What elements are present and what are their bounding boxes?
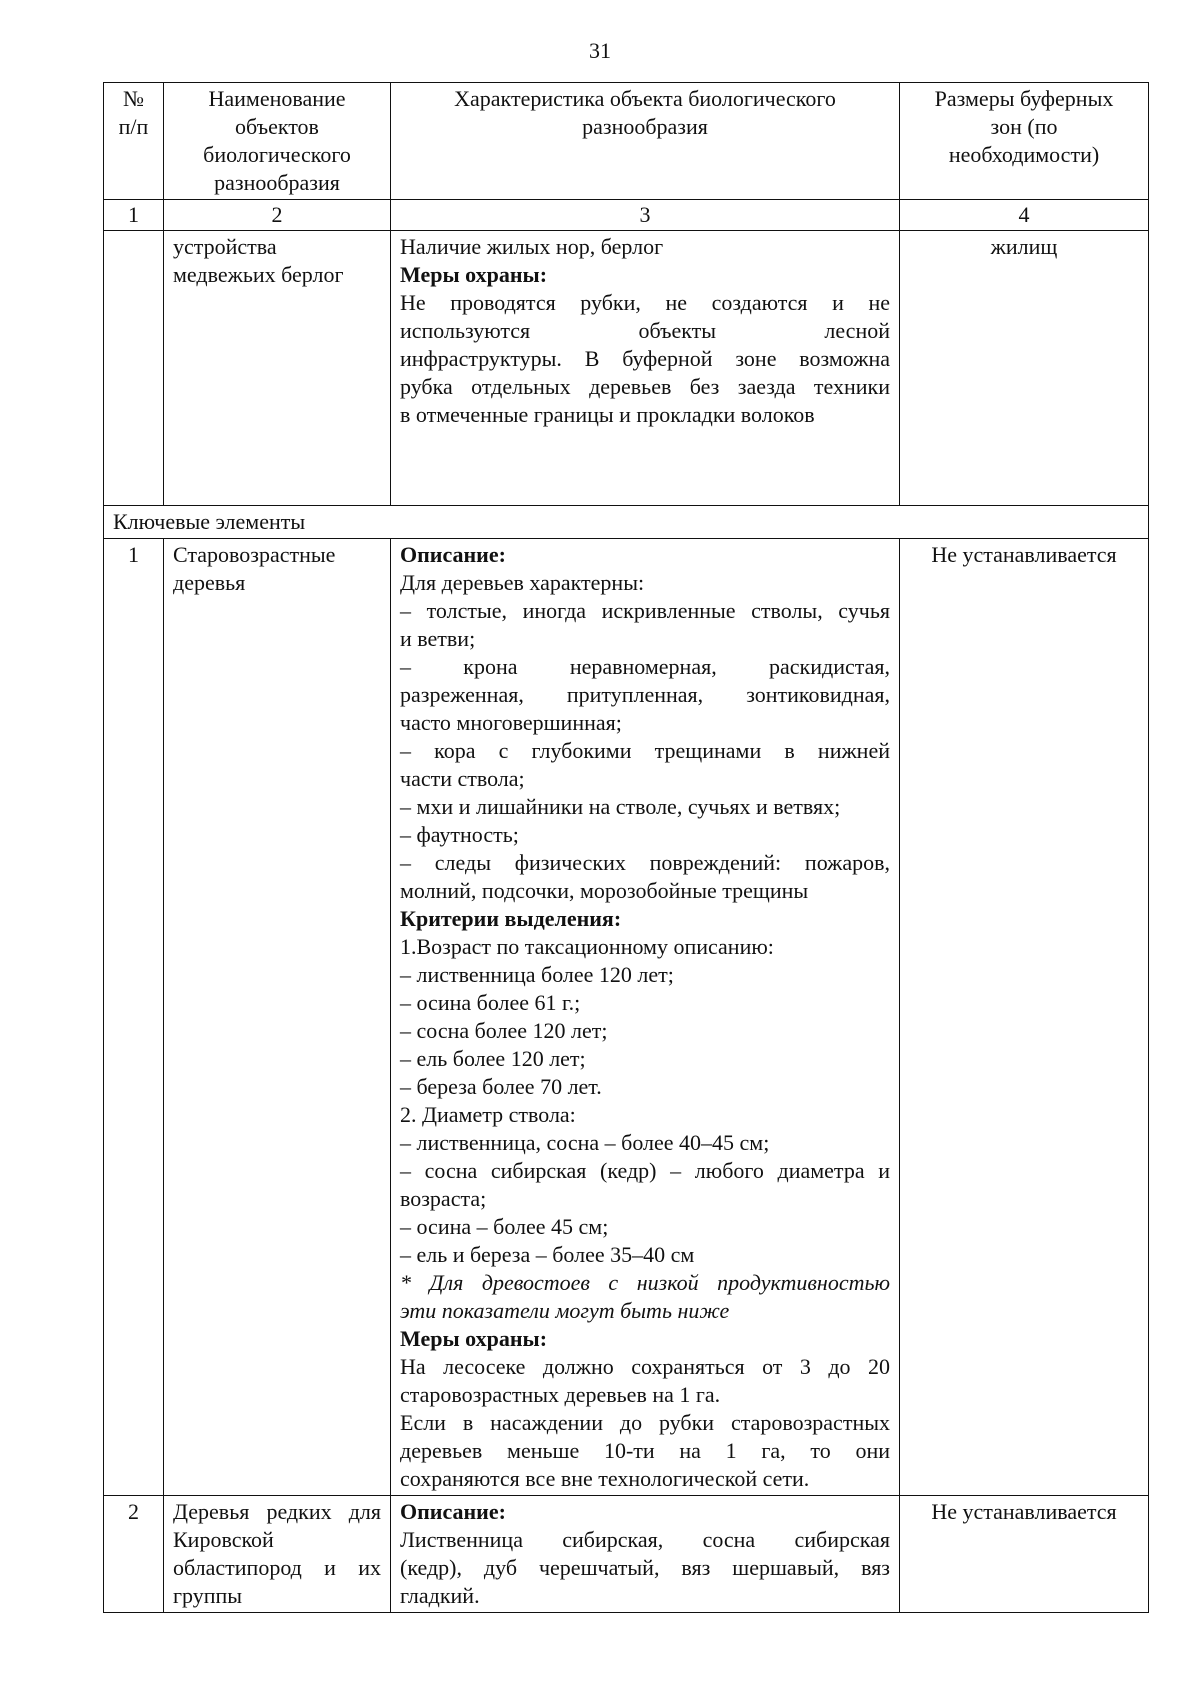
column-numbers-row [104,200,1149,231]
row-number-cell [104,231,164,506]
criteria-line: – ель более 120 лет; [400,1046,586,1071]
description-line: и ветви; [400,626,476,651]
page-number: 31 [589,38,611,63]
column-number: 3 [391,200,900,231]
table-header-row [104,83,1149,200]
header-name-line: биологического [203,142,351,167]
row-name-cell [164,231,391,506]
header-number-line: № [123,86,144,111]
criteria-line: – осина более 61 г.; [400,990,581,1015]
description-intro: Для деревьев характерны: [400,570,645,595]
section-row [104,506,1149,539]
description-text: Наличие жилых нор, берлог [400,234,664,259]
header-buffer-cell [900,83,1149,200]
description-list [400,1526,890,1610]
criteria-line: – осина – более 45 см; [400,1214,609,1239]
header-name-line: Наименование [208,86,346,111]
table-row-old-trees [104,539,1149,1496]
measures-line: Если в насаждении до рубки старовозрастных [400,1410,890,1435]
criteria-line: – лиственница, сосна – более 40–45 см; [400,1130,770,1155]
description-line: Лиственница сибирская, сосна сибирская [400,1527,890,1552]
measures-line: На лесосеке должно сохраняться от 3 до 20 [400,1354,890,1379]
header-buffer-line: зон (по [990,114,1058,139]
row-name-list [173,1498,381,1610]
table-row-rare-species [104,1496,1149,1613]
header-buffer-line: Размеры буферных [934,86,1114,111]
measures-line: в отмеченные границы и прокладки волоков [400,402,815,427]
description-line: разреженная, притупленная, зонтиковидная, [400,682,890,707]
description-label: Описание: [400,542,506,567]
description-line: – мхи и лишайники на стволе, сучьях и ветвях; [400,794,841,819]
description-line: части ствола; [400,766,525,791]
criteria-list [400,933,890,1269]
row-name-line: деревья [173,570,246,595]
measures-line: сохраняются все вне технологической сети. [400,1466,810,1491]
description-line: молний, подсочки, морозобойные трещины [400,878,809,903]
description-label: Описание: [400,1499,506,1524]
criteria-line: возраста; [400,1186,487,1211]
row-name-line: Кировской [173,1527,274,1552]
row-name-line: группы [173,1583,243,1608]
row-name-cell [164,1496,391,1613]
measures-line: Не проводятся рубки, не создаются и не [400,290,890,315]
header-characteristic-cell [391,83,900,200]
description-line: гладкий. [400,1583,480,1608]
measures-line: рубка отдельных деревьев без заезда техники [400,374,890,399]
row-name-line: Деревья редких для [173,1499,381,1524]
description-line: – толстые, иногда искривленные стволы, сучья [400,598,890,623]
criteria-line: – ель и береза – более 35–40 см [400,1242,695,1267]
header-name-line: разнообразия [214,170,340,195]
row-buffer-cell: Не устанавливается [900,539,1149,1496]
criteria-line: 2. Диаметр ствола: [400,1102,576,1127]
description-line: – фаутность; [400,822,519,847]
table-row-bear-dens [104,231,1149,506]
criteria-line: – береза более 70 лет. [400,1074,602,1099]
description-line: – крона неравномерная, раскидистая, [400,654,890,679]
header-name-line: объектов [235,114,319,139]
description-line: (кедр), дуб черешчатый, вяз шершавый, вяз [400,1555,890,1580]
row-name-line: устройства [173,234,277,259]
measures-list [400,1353,890,1493]
measures-label: Меры охраны: [400,1326,548,1351]
row-description-cell [391,539,900,1496]
header-characteristic-line: разнообразия [582,114,708,139]
row-name-cell [164,539,391,1496]
note-line: * Для древостоев с низкой продуктивностью [400,1270,890,1295]
criteria-line: 1.Возраст по таксационному описанию: [400,934,774,959]
row-number-cell: 1 [104,539,164,1496]
note-line: эти показатели могут быть ниже [400,1298,730,1323]
criteria-line: – сосна более 120 лет; [400,1018,608,1043]
row-name-line: областипород и их [173,1555,381,1580]
header-number-cell [104,83,164,200]
measures-line: старовозрастных деревьев на 1 га. [400,1382,721,1407]
note-text [400,1269,890,1325]
criteria-line: – лиственница более 120 лет; [400,962,674,987]
description-line: – кора с глубокими трещинами в нижней [400,738,890,763]
description-line: часто многовершинная; [400,710,622,735]
row-name-line: Старовозрастные [173,542,336,567]
column-number: 4 [900,200,1149,231]
header-characteristic-line: Характеристика объекта биологического [454,86,836,111]
header-number-line: п/п [118,114,149,139]
description-list [400,597,890,905]
header-name-cell [164,83,391,200]
row-number-cell: 2 [104,1496,164,1613]
row-description-cell [391,1496,900,1613]
column-number: 2 [164,200,391,231]
measures-line: деревьев меньше 10-ти на 1 га, то они [400,1438,890,1463]
row-description-cell [391,231,900,506]
row-name-line: медвежьих берлог [173,262,344,287]
row-buffer-cell: жилищ [900,231,1149,506]
header-buffer-line: необходимости) [948,142,1100,167]
measures-label: Меры охраны: [400,262,548,287]
measures-line: инфраструктуры. В буферной зоне возможна [400,346,890,371]
criteria-line: – сосна сибирская (кедр) – любого диаметра и [400,1158,890,1183]
column-number: 1 [104,200,164,231]
description-line: – следы физических повреждений: пожаров, [400,850,890,875]
section-title: Ключевые элементы [104,506,1149,539]
row-buffer-cell: Не устанавливается [900,1496,1149,1613]
criteria-label: Критерии выделения: [400,906,622,931]
measures-line: используются объекты лесной [400,318,890,343]
biodiversity-table [103,82,1149,1613]
